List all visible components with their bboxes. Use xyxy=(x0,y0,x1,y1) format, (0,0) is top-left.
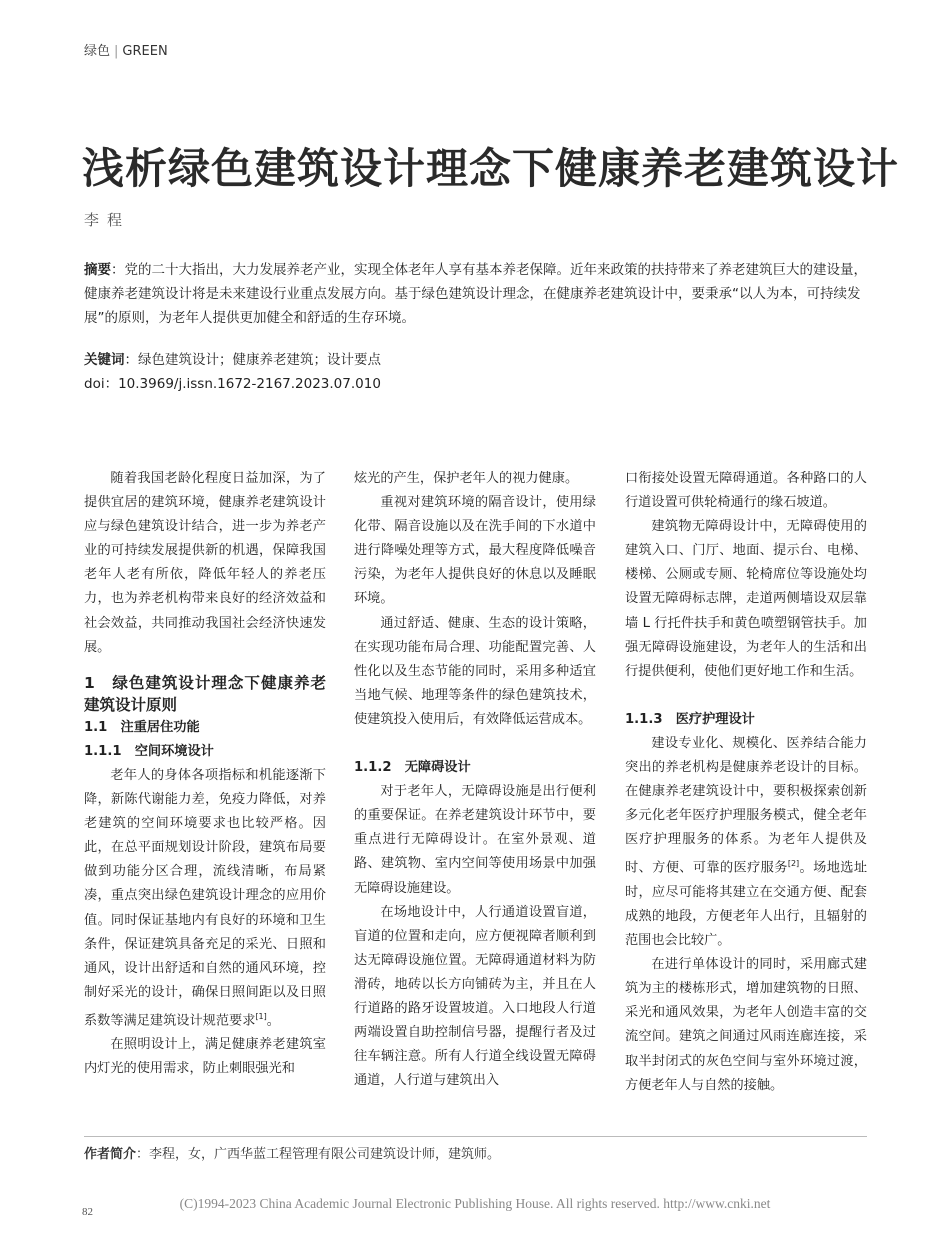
doi[interactable]: doi：10.3969/j.issn.1672-2167.2023.07.010 xyxy=(84,376,381,392)
abstract-label: 摘要 xyxy=(84,262,111,278)
author-bio xyxy=(84,1143,500,1162)
paragraph: 对于老年人，无障碍设施是出行便利的重要保证。在养老建筑设计环节中，要重点进行无障碍设计。在室外景观、道路、建筑物、室内空间等使用场景中加强无障碍设施建设。 xyxy=(354,784,596,896)
subsubsection-heading: 1.1.2 无障碍设计 xyxy=(354,760,471,776)
body-column-2 xyxy=(354,467,596,1093)
keywords-text: ：绿色建筑设计；健康养老建筑；设计要点 xyxy=(124,352,381,368)
paragraph: 老年人的身体各项指标和机能逐渐下降，新陈代谢能力差，免疫力降低，对养老建筑的空间环境要求也比较严格。因此，在总平面规划设计阶段，建筑布局要做到功能分区合理，流线清晰，布局紧凑，重点突出绿色建筑设计理念的应用价值。同时保证基地内有良好的环境和卫生条件，保证建筑具备充足的采光、日照和通风，设计出舒适和自然的通风环境，控制好采光的设计，确保日照间距以及日照系数等满足建筑设计规范要求[1]。 xyxy=(84,767,326,1029)
paragraph: 口衔接处设置无障碍通道。各种路口的人行道设置可供轮椅通行的缘石坡道。 xyxy=(625,471,867,511)
subsection-heading: 1.1 注重居住功能 xyxy=(84,719,200,735)
paragraph: 重视对建筑环境的隔音设计，使用绿化带、隔音设施以及在洗手间的下水道中进行降噪处理等方式，最大程度降低噪音污染，为老年人提供良好的休息以及睡眠环境。 xyxy=(354,495,596,607)
keywords xyxy=(84,348,867,372)
reference-mark[interactable]: [1] xyxy=(255,1011,267,1021)
paragraph: 随着我国老龄化程度日益加深，为了提供宜居的建筑环境，健康养老建筑设计应与绿色建筑设计结合，进一步为养老产业的可持续发展提供新的机遇，保障我国老年人老有所依，降低年轻人的养老压力，也为养老机构带来良好的经济效益和社会效益，共同推动我国社会经济快速发展。 xyxy=(84,471,326,655)
body-column-3 xyxy=(625,467,867,1098)
reference-mark[interactable]: [2] xyxy=(787,859,800,869)
page-number: 82 xyxy=(82,1206,93,1218)
section-heading: 1 绿色建筑设计理念下健康养老建筑设计原则 xyxy=(84,673,326,714)
article-author: 李程 xyxy=(84,211,131,229)
copyright-notice: (C)1994-2023 China Academic Journal Electronic Publishing House. All rights reserved. http://www.cnki.net xyxy=(179,1196,771,1211)
subsubsection-heading: 1.1.1 空间环境设计 xyxy=(84,743,214,759)
body-column-1 xyxy=(84,467,326,1082)
author-bio-label: 作者简介 xyxy=(84,1147,137,1162)
paragraph: 在照明设计上，满足健康养老建筑室内灯光的使用需求，防止刺眼强光和 xyxy=(84,1037,326,1077)
section-tag-separator: | xyxy=(114,44,119,59)
paragraph: 通过舒适、健康、生态的设计策略，在实现功能布局合理、功能配置完善、人性化以及生态节能的同时，采用多种适宜当地气候、地理等条件的绿色建筑技术，使建筑投入使用后，有效降低运营成本。 xyxy=(354,615,596,727)
abstract xyxy=(84,258,867,330)
paragraph: 在进行单体设计的同时，采用廊式建筑为主的楼栋形式，增加建筑物的日照、采光和通风效果，为老年人创造丰富的交流空间。建筑之间通过风雨连廊连接，采取半封闭式的灰色空间与室外环境过渡，方便老年人与自然的接触。 xyxy=(625,957,867,1093)
subsubsection-heading: 1.1.3 医疗护理设计 xyxy=(625,711,755,727)
abstract-text: ：党的二十大指出，大力发展养老产业，实现全体老年人享有基本养老保障。近年来政策的扶持带来了养老建筑巨大的建设量，健康养老建筑设计将是未来建设行业重点发展方向。基于绿色建筑设计理念，在健康养老建筑设计中，要秉承“以人为本，可持续发展”的原则，为老年人提供更加健全和舒适的生存环境。 xyxy=(84,262,867,326)
section-tag-en: GREEN xyxy=(122,44,168,59)
author-bio-text: ：李程，女，广西华蓝工程管理有限公司建筑设计师，建筑师。 xyxy=(136,1147,501,1162)
paragraph: 建设专业化、规模化、医养结合能力突出的养老机构是健康养老设计的目标。在健康养老建筑设计中，要积极探索创新多元化老年医疗护理服务模式，健全老年医疗护理服务的体系。为老年人提供及时、方便、可靠的医疗服务[2]。场地选址时，应尽可能将其建立在交通方便、配套成熟的地段，方便老年人出行，且辐射的范围也会比较广。 xyxy=(625,735,868,949)
paragraph: 在场地设计中，人行通道设置盲道，盲道的位置和走向，应方便视障者顺利到达无障碍设施位置。无障碍通道材料为防滑砖，地砖以长方向铺砖为主，并且在人行道路的路牙设置坡道。入口地段人行道两端设置自助控制信号器，提醒行者及过往车辆注意。所有人行道全线设置无障碍通道，人行道与建筑出入 xyxy=(354,904,596,1089)
section-tag xyxy=(84,40,168,59)
footnote-divider xyxy=(84,1136,867,1137)
section-tag-cn: 绿色 xyxy=(84,44,111,59)
paragraph: 炫光的产生，保护老年人的视力健康。 xyxy=(354,471,579,486)
article-title: 浅析绿色建筑设计理念下健康养老建筑设计 xyxy=(82,144,900,193)
keywords-label: 关键词 xyxy=(84,352,125,368)
paragraph: 建筑物无障碍设计中，无障碍使用的建筑入口、门厅、地面、提示台、电梯、楼梯、公厕或专厕、轮椅席位等设施处均设置无障碍标志牌，走道两侧墙设双层靠墙 L 行托件扶手和黄色喷塑钢管扶手。加强无障碍设施建设，为老年人的生活和出行提供便利，使他们更好地工作和生活。 xyxy=(625,519,867,679)
